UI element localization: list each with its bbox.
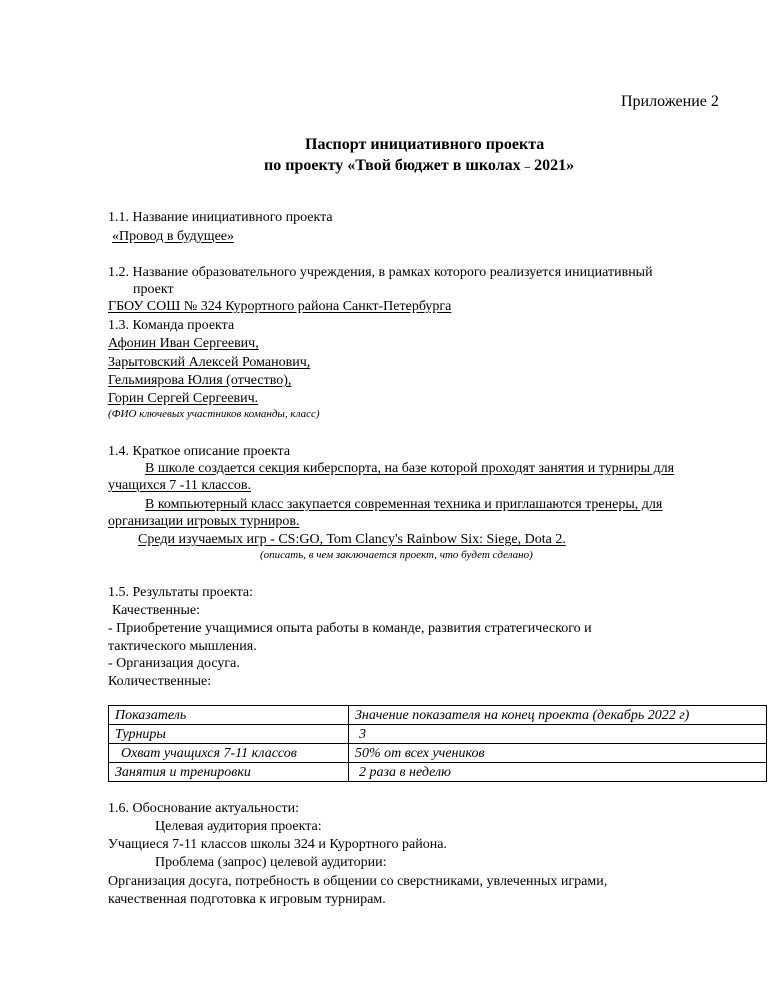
section-1-1-heading: 1.1. Название инициативного проекта xyxy=(108,210,333,225)
problem-line-1: Организация досуга, потребность в общении со сверстниками, увлеченных играми, xyxy=(108,874,608,889)
table-row xyxy=(109,763,767,782)
section-1-6-heading: 1.6. Обоснование актуальности: xyxy=(108,801,299,816)
table-row xyxy=(109,744,767,763)
table-header-cell: Показатель xyxy=(109,706,349,725)
quantitative-label: Количественные: xyxy=(108,674,212,689)
target-audience-value: Учащиеся 7-11 классов школы 324 и Курортного района. xyxy=(108,837,447,852)
description-p3: Среди изучаемых игр - CS:GO, Tom Clancy's Rainbow Six: Siege, Dota 2. xyxy=(138,532,566,547)
project-name: «Провод в будущее» xyxy=(112,229,234,244)
qualitative-item-2: - Организация досуга. xyxy=(108,656,240,671)
section-1-2-heading: 1.2. Название образовательного учреждения, в рамках которого реализуется инициативный xyxy=(108,265,653,280)
table-header-row xyxy=(109,706,767,725)
team-member: Гельмиярова Юлия (отчество), xyxy=(108,373,292,388)
team-note: (ФИО ключевых участников команды, класс) xyxy=(108,408,320,420)
table-cell: 50% от всех учеников xyxy=(349,744,767,763)
table-header-cell: Значение показателя на конец проекта (декабрь 2022 г) xyxy=(349,706,767,725)
section-1-5-heading: 1.5. Результаты проекта: xyxy=(108,585,253,600)
table-row xyxy=(109,725,767,744)
team-member: Афонин Иван Сергеевич, xyxy=(108,336,259,351)
table-cell: 3 xyxy=(349,725,767,744)
description-note: (описать, в чем заключается проект, что будет сделано) xyxy=(260,549,533,561)
table-cell: Занятия и тренировки xyxy=(109,763,349,782)
title-line-2-prefix: по проекту «Твой бюджет в школах xyxy=(264,157,521,174)
section-1-2-heading-cont: проект xyxy=(133,282,174,297)
team-member: Зарытовский Алексей Романович, xyxy=(108,355,311,370)
title-line-2 xyxy=(264,157,574,175)
team-member: Горин Сергей Сергеевич. xyxy=(108,391,259,406)
problem-line-2: качественная подготовка к игровым турнирам. xyxy=(108,892,386,907)
description-p2-line1: В компьютерный класс закупается современная техника и приглашаются тренеры, для xyxy=(145,497,663,512)
qualitative-item-1-line1: - Приобретение учащимися опыта работы в команде, развития стратегического и xyxy=(108,621,592,636)
table-cell: Турниры xyxy=(109,725,349,744)
appendix-label: Приложение 2 xyxy=(621,93,719,110)
indicators-table xyxy=(108,705,767,782)
title-line-1: Паспорт инициативного проекта xyxy=(305,136,545,153)
target-audience-label: Целевая аудитория проекта: xyxy=(155,819,322,834)
description-p2-line2: организации игровых турниров. xyxy=(108,514,300,529)
table-cell: Охват учащихся 7-11 классов xyxy=(109,744,349,763)
table-cell: 2 раза в неделю xyxy=(349,763,767,782)
school-name: ГБОУ СОШ № 324 Курортного района Санкт-Петербурга xyxy=(108,299,452,314)
title-dash: – xyxy=(524,161,531,173)
qualitative-label: Качественные: xyxy=(112,603,200,618)
section-1-3-heading: 1.3. Команда проекта xyxy=(108,318,235,333)
title-line-2-suffix: 2021» xyxy=(534,157,575,174)
description-p1-line1: В школе создается секция киберспорта, на базе которой проходят занятия и турниры для xyxy=(145,461,675,476)
section-1-4-heading: 1.4. Краткое описание проекта xyxy=(108,444,291,459)
description-p1-line2: учащихся 7 -11 классов. xyxy=(108,478,251,493)
problem-label: Проблема (запрос) целевой аудитории: xyxy=(155,855,387,870)
qualitative-item-1-line2: тактического мышления. xyxy=(108,639,257,654)
